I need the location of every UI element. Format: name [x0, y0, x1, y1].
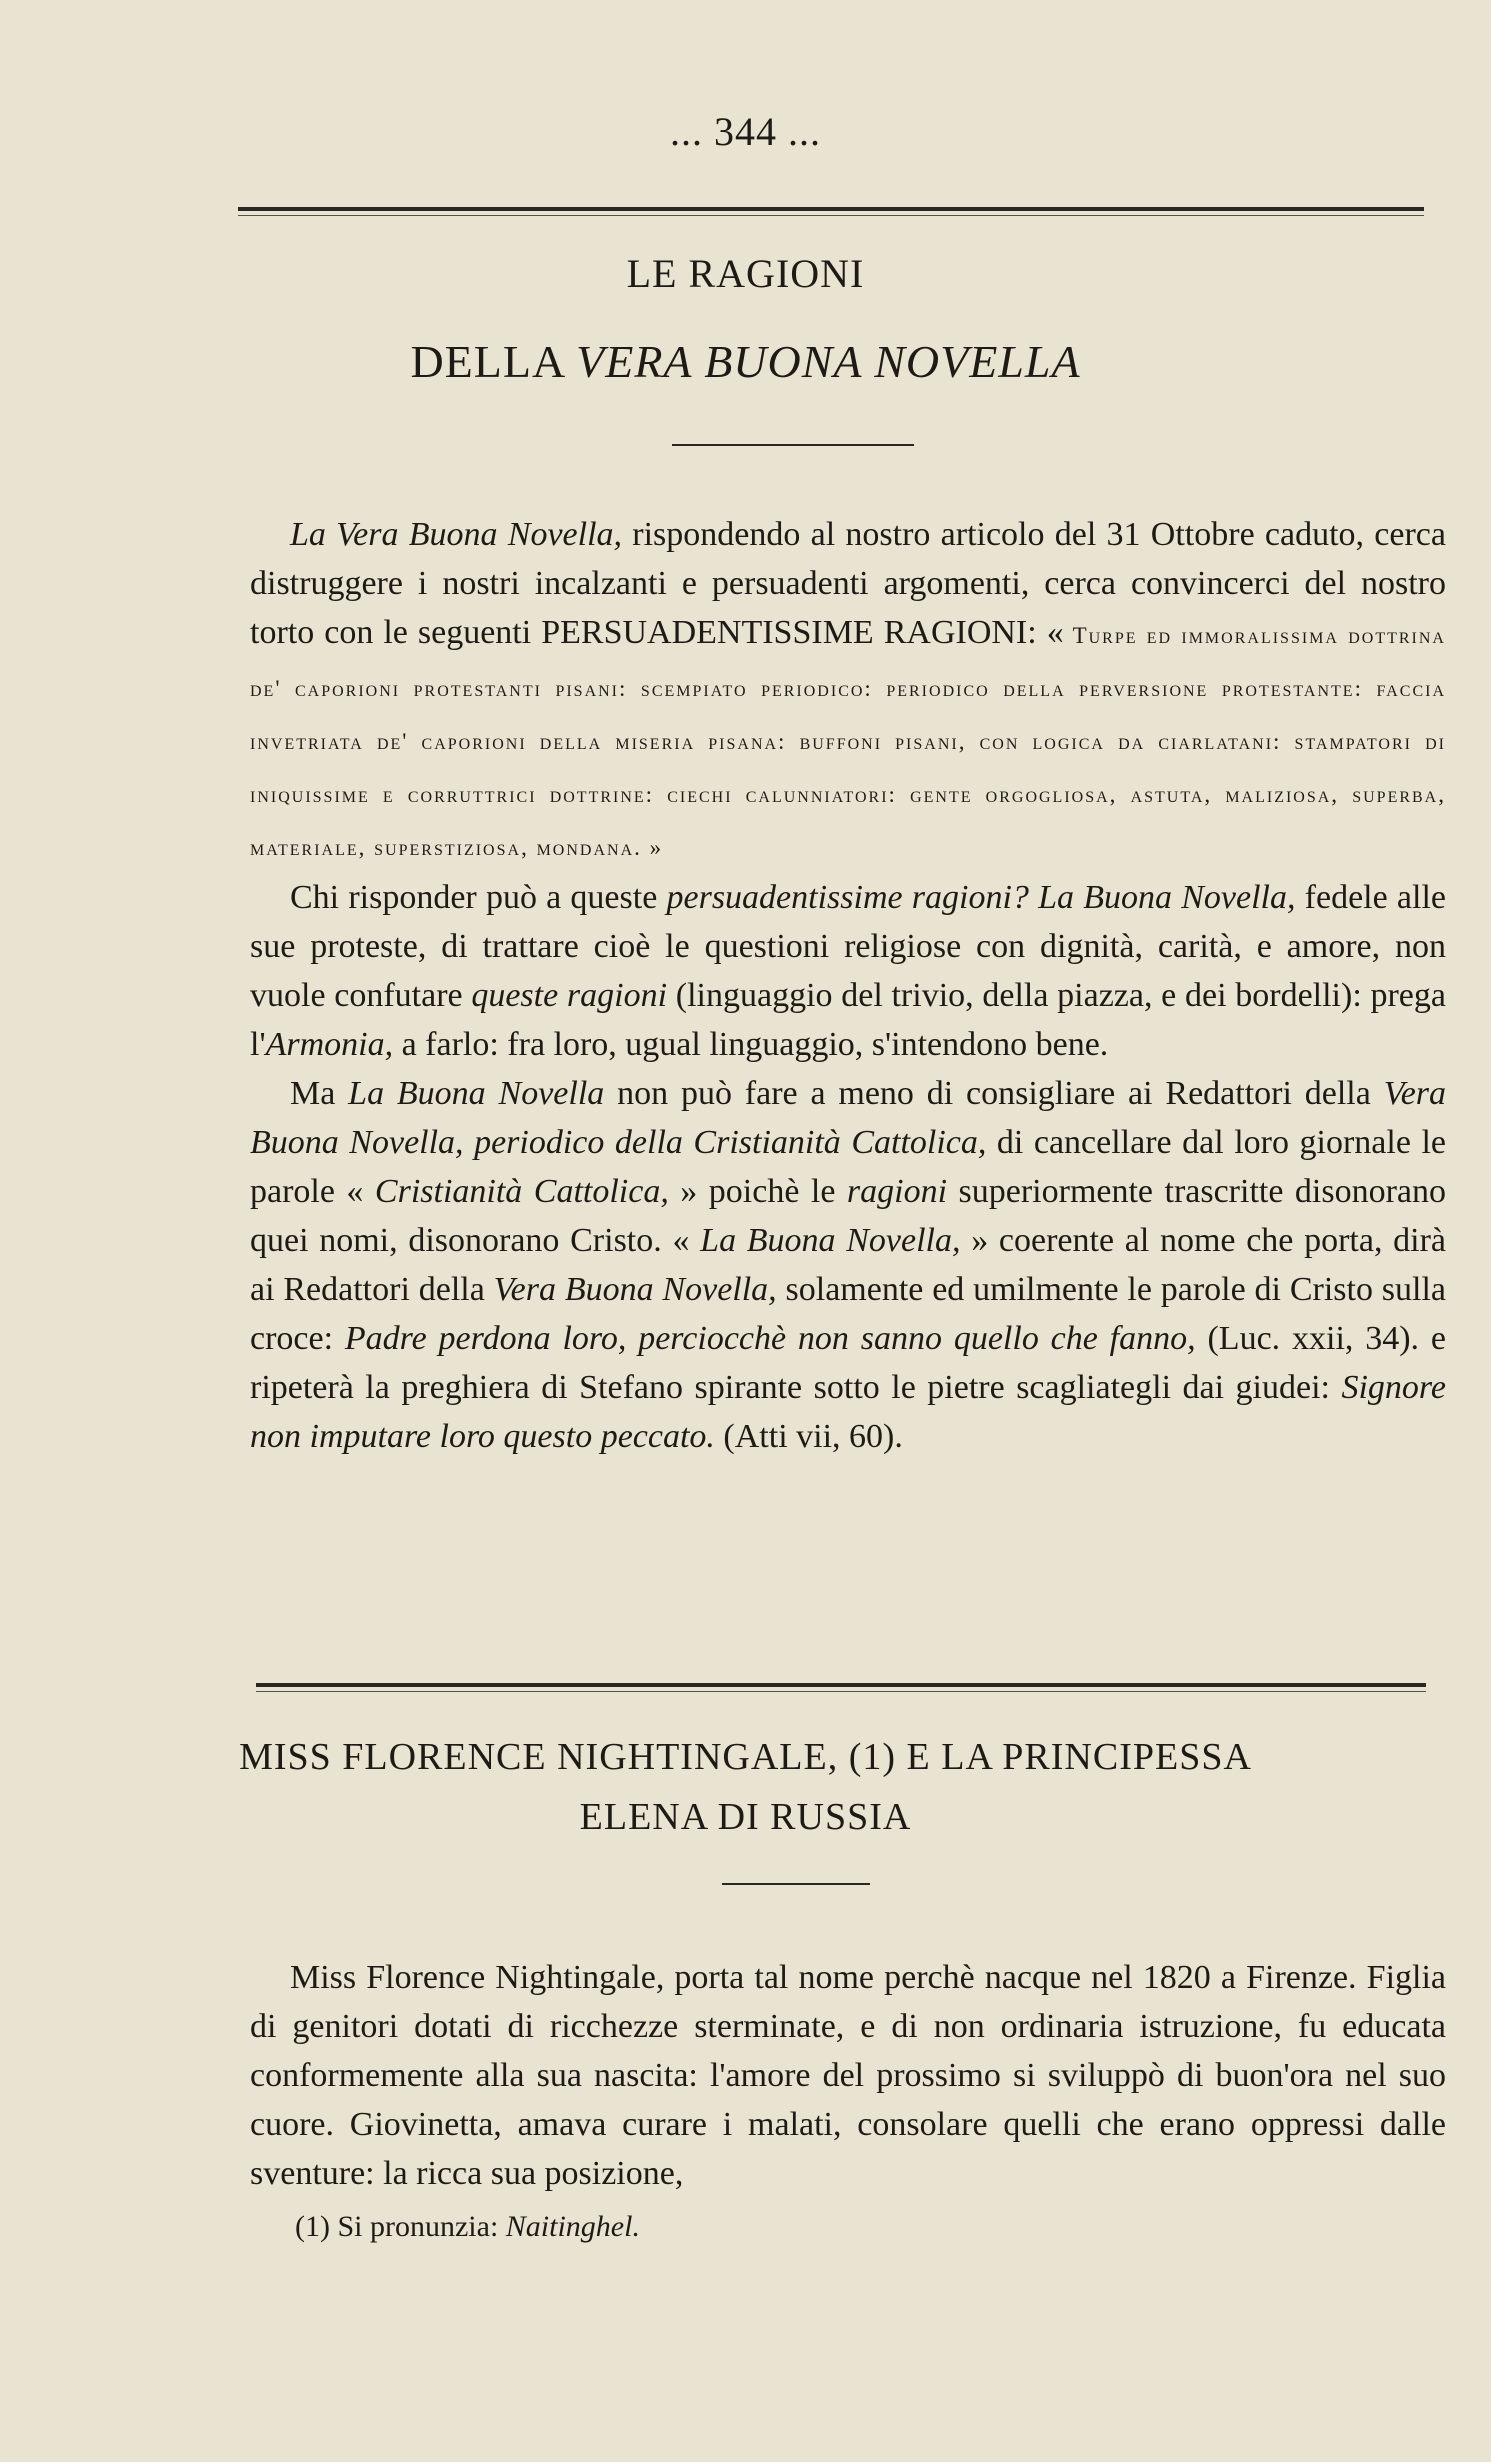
article2-body [250, 1953, 1446, 2198]
text-span: solamente ed umilmente le parole di Cristo sulla croce: [250, 1271, 1447, 1357]
text-italic: Cristianità Cattolica, [374, 1173, 669, 1210]
quote-smallcaps: Turpe ed immoralissima dottrina de' caporioni protestanti pisani: scempiato periodico: periodico della perversione protestante: faccia invetriata de' caporioni della miseria pisana: buffoni pisani, con logica da ciarlatani: stampatori di iniquissime e corruttrici dottrine: ciechi calunniatori: gente orgogliosa, astuta, maliziosa, superba, materiale, superstiziosa, mondana. » [250, 623, 1446, 860]
article1-paragraph-1 [250, 510, 1446, 873]
text-span: Ma [290, 1075, 349, 1112]
article1-paragraph-3 [250, 1069, 1446, 1461]
article2-title-line1: MISS FLORENCE NIGHTINGALE, (1) E LA PRINCIPESSA [239, 1736, 1252, 1778]
text-span: rispondendo al nostro articolo del 31 Ottobre caduto, cerca distruggere i nostri incalzanti e persuadenti argomenti, cerca convincerci del nostro torto con le seguenti PERSUADENTISSIME RAGIONI: « [250, 516, 1446, 651]
text-italic: La Buona Novella [348, 1075, 605, 1112]
text-italic: La Vera Buona Novella, [290, 516, 623, 553]
text-span: (Luc. xxii, 34). e ripeterà la preghiera di Stefano spirante sotto le pietre scagliategli dai giudei: [250, 1320, 1446, 1406]
page-number: ... 344 ... [670, 109, 821, 154]
text-span: superiormente trascritte disonorano quei nomi, disonorano Cristo. « [250, 1173, 1446, 1259]
section-rule [256, 1683, 1426, 1687]
article1-title-rule [672, 444, 914, 446]
text-italic: Vera Buona Novella, [493, 1271, 777, 1308]
article1-title-line1: LE RAGIONI [626, 251, 865, 296]
footnote-text: (1) Si pronunzia: [295, 2210, 506, 2243]
text-italic: ragioni [846, 1173, 948, 1210]
text-italic: La Buona Novella, [700, 1222, 961, 1259]
text-span: non può fare a meno di consigliare ai Redattori della [604, 1075, 1384, 1112]
text-span: » coerente al nome che porta, dirà ai Redattori della [250, 1222, 1447, 1308]
text-span: (Atti vii, 60). [714, 1418, 903, 1455]
header-rule-thin [238, 215, 1424, 216]
article1-body [250, 510, 1446, 1461]
text-span: di cancellare dal loro giornale le parole « [250, 1124, 1446, 1210]
text-italic: La Buona Novella, [1038, 879, 1296, 916]
text-span: Chi risponder può a queste [290, 879, 667, 916]
article1-title-plain: DELLA [410, 336, 577, 387]
text-span: (linguaggio del trivio, della piazza, e dei bordelli): prega l' [250, 977, 1446, 1063]
text-span: a farlo: fra loro, ugual linguaggio, s'intendono bene. [393, 1026, 1109, 1063]
text-italic: Vera Buona Novella, periodico della Cristianità Cattolica, [250, 1075, 1447, 1161]
header-rule [238, 207, 1424, 211]
article2-title-line2: ELENA DI RUSSIA [579, 1796, 912, 1838]
text-span: » poichè le [668, 1173, 847, 1210]
text-italic: Armonia, [265, 1026, 394, 1063]
article1-title-italic: VERA BUONA NOVELLA [576, 336, 1081, 387]
text-italic: persuadentissime ragioni? [666, 879, 1029, 916]
article1-paragraph-2 [250, 873, 1446, 1069]
text-italic: queste ragioni [471, 977, 668, 1014]
text-italic: Padre perdona loro, perciocchè non sanno quello che fanno, [344, 1320, 1196, 1357]
text-italic: Signore non imputare loro questo peccato. [250, 1369, 1446, 1455]
article2-title-rule [722, 1883, 870, 1885]
section-rule-thin [256, 1691, 1426, 1692]
article2-paragraph-1: Miss Florence Nightingale, porta tal nome perchè nacque nel 1820 a Firenze. Figlia di genitori dotati di ricchezze sterminate, e di non ordinaria istruzione, fu educata conformemente alla sua nascita: l'amore del prossimo si sviluppò di buon'ora nel suo cuore. Giovinetta, amava curare i malati, consolare quelli che erano oppressi dalle sventure: la ricca sua posizione, [250, 1959, 1446, 2192]
footnote-italic: Naitinghel. [505, 2210, 640, 2243]
text-span [1029, 879, 1038, 916]
footnote [295, 2210, 640, 2244]
text-span: fedele alle sue proteste, di trattare cioè le questioni religiose con dignità, carità, e amore, non vuole confutare [250, 879, 1446, 1014]
article1-title-line2 [0, 335, 1491, 388]
